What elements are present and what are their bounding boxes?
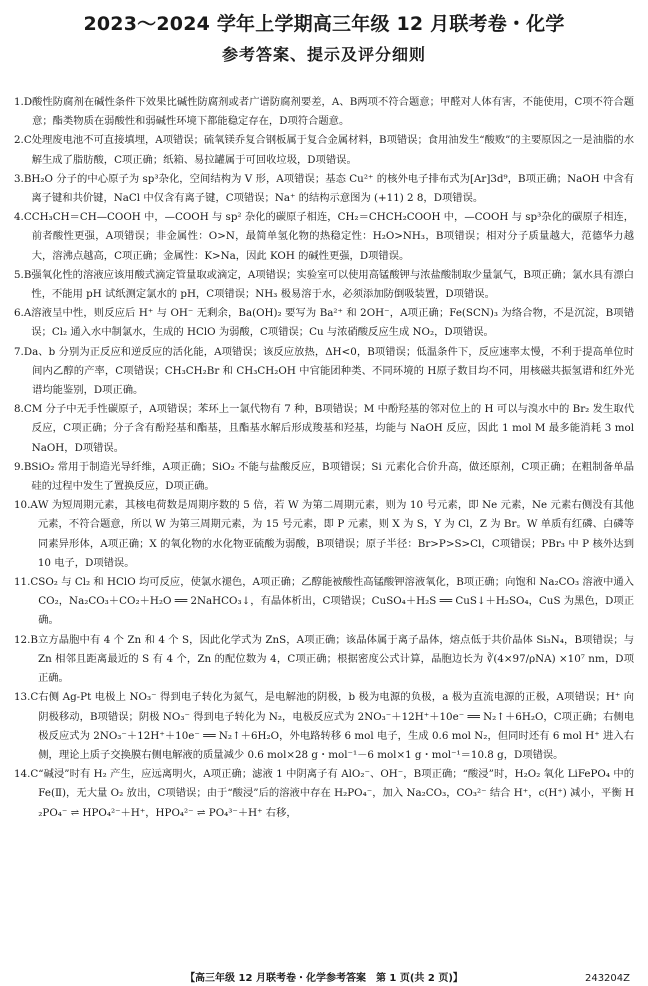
answer-explanation: W 为短周期元素，其核电荷数是周期序数的 5 倍，若 W 为第二周期元素，则为 10 号元素，即 Ne 元素，Ne 元素右侧没有其他元素，不符合题意，所以 W 为第三周期元素，为 15 号元素，即 P 元素，则 X 为 S，Y 为 Cl，Z 为 Br。W 单质有红磷、白磷等同素异形体，A项正确；X 的氧化物的水化物亚硫酸为弱酸，B项错误；原子半径：Br>P>S>Cl，C项错误；PBr₃ 中 P 核外达到 10 电子，D项错误。 <box>37 499 634 569</box>
footer-exam-code: 243204Z <box>584 973 630 984</box>
answer-item-6 <box>14 304 634 342</box>
answer-list <box>14 93 634 823</box>
answer-key-page <box>0 13 648 982</box>
page-title: 2023～2024 学年上学期高三年级 12 月联考卷・化学 <box>83 13 565 35</box>
answer-explanation: CH₃CH＝CH—COOH 中，—COOH 与 sp² 杂化的碳原子相连，CH₂＝CHCH₂COOH 中，—COOH 与 sp³杂化的碳原子相连，前者酸性更强，A项错误；非金属性：O>N，最简单氢化物的热稳定性：H₂O>NH₃，B项错误；相对分子质量越大，范德华力越大，溶沸点越高，C项正确；金属性：K>Na，因此 KOH 的碱性更强，D项错误。 <box>31 211 634 262</box>
answer-explanation: SiO₂ 常用于制造光导纤维，A项正确；SiO₂ 不能与盐酸反应，B项错误；Si 元素化合价升高，做还原剂，C项正确；在粗制备单晶硅的过程中发生了置换反应，D项正确。 <box>31 460 634 493</box>
answer-item-4 <box>14 208 634 266</box>
answer-explanation: 处理废电池不可直接填埋，A项错误；硫氧镁乔复合钢板属于复合金属材料，B项错误；食用油发生“酸败”的主要原因之一是油脂的水解生成了脂肪酸，C项正确；纸箱、易拉罐属于可回收垃圾，D项错误。 <box>31 134 634 166</box>
answer-explanation: 酸性防腐剂在碱性条件下效果比碱性防腐剂或者广谱防腐剂要差，A、B两项不符合题意；甲醛对人体有害，不能使用，C项不符合题意；酯类物质在弱酸性和弱碱性环境下都能稳定存在，D项符合题意。 <box>32 96 634 128</box>
answer-number: 14.C <box>14 768 39 781</box>
answer-item-2 <box>14 131 634 169</box>
answer-explanation: 右侧 Ag-Pt 电极上 NO₃⁻ 得到电子转化为氮气，是电解池的阴极，b 极为电源的负极，a 极为直流电源的正极，A项错误；H⁺ 向阴极移动，B项错误；阴极 NO₃⁻ 得到电子转化为 N₂，电极反应式为 2NO₃⁻＋12H⁺＋10e⁻ ══ N₂↑＋6H₂O，C项正确；右侧电极反应式为 2NO₃⁻＋12H⁺＋10e⁻ ══ N₂↑＋6H₂O，外电路转移 6 mol 电子，生成 0.6 mol N₂，但同时还有 6 mol H⁺ 进入右侧，理论上质子交换膜右侧电解液的质量减少 0.6 mol×28 g・mol⁻¹－6 mol×1 g・mol⁻¹＝10.8 g，D项错误。 <box>38 691 634 761</box>
answer-number: 2.C <box>14 134 32 147</box>
answer-number: 8.C <box>14 403 32 416</box>
answer-explanation: M 分子中无手性碳原子，A项错误；苯环上一氯代物有 7 种，B项错误；M 中酚羟基的邻对位上的 H 可以与溴水中的 Br₂ 发生取代反应，C项正确；分子含有酚羟基和酯基，且酯基水解后形成羧基和羟基，均能与 NaOH 反应，因此 1 mol M 最多能消耗 3 mol NaOH，D项错误。 <box>31 403 634 454</box>
answer-explanation: 溶液呈中性，则反应后 H⁺ 与 OH⁻ 无剩余，Ba(OH)₂ 要写为 Ba²⁺ 和 2OH⁻，A项正确；Fe(SCN)₃ 为络合物，不是沉淀，B项错误；Cl₂ 通入水中制氯水，生成的 HClO 为弱酸，C项错误；Cu 与浓硝酸反应生成 NO₂，D项错误。 <box>31 307 634 339</box>
answer-number: 12.B <box>14 633 38 646</box>
answer-item-11 <box>14 573 634 631</box>
answer-number: 4.C <box>14 211 32 224</box>
answer-explanation: SO₂ 与 Cl₂ 和 HClO 均可反应，使氯水褪色，A项正确；乙醇能被酸性高锰酸钾溶液氧化，B项正确；向饱和 Na₂CO₃ 溶液中通入 CO₂，Na₂CO₃＋CO₂＋H₂O ══ 2NaHCO₃↓，有晶体析出，C项错误；CuSO₄＋H₂S ══ CuS↓＋H₂SO₄，CuS 为黑色，D项正确。 <box>38 576 634 627</box>
answer-number: 6.A <box>14 307 32 320</box>
answer-number: 11.C <box>14 576 39 589</box>
answer-explanation: a、b 分别为正反应和逆反应的活化能，A项错误；该反应放热，ΔH<0，B项错误；低温条件下，反应速率太慢，不利于提高单位时间内乙醇的产率，C项错误；CH₃CH₂Br 和 CH₃CH₂OH 中官能团种类、不同环境的 H原子数目均不同，用核磁共振氢谱和红外光谱均能鉴别，D项正确。 <box>32 345 634 397</box>
answer-item-7 <box>14 343 634 401</box>
answer-item-1 <box>14 93 634 131</box>
answer-item-13 <box>14 688 634 765</box>
answer-number: 5.B <box>14 268 32 281</box>
answer-item-3 <box>14 170 634 208</box>
answer-number: 10.A <box>14 499 38 512</box>
answer-item-9 <box>14 458 634 496</box>
footer-page-info: 【高三年级 12 月联考卷・化学参考答案 第 1 页(共 2 页)】 <box>185 973 463 984</box>
answer-item-14 <box>14 765 634 823</box>
answer-number: 1.D <box>14 96 33 108</box>
answer-item-10 <box>14 496 634 573</box>
answer-number: 9.B <box>14 460 32 473</box>
answer-explanation: 强氧化性的溶液应该用酸式滴定管量取或滴定，A项错误；实验室可以使用高锰酸钾与浓盐酸制取少量氯气，B项正确；氯水具有漂白性，不能用 pH 试纸测定氯水的 pH，C项错误；NH₃ 极易溶于水，必须添加防倒吸装置，D项错误。 <box>31 268 634 301</box>
answer-item-8 <box>14 400 634 458</box>
answer-explanation: 立方晶胞中有 4 个 Zn 和 4 个 S，因此化学式为 ZnS，A项正确；该晶体属于离子晶体，熔点低于共价晶体 Si₃N₄，B项错误；与 Zn 相邻且距离最近的 S 有 4 个，Zn 的配位数为 4，C项正确；根据密度公式计算，晶胞边长为 ∛(4×97/ρNA) ×10⁷ nm，D项正确。 <box>37 633 634 685</box>
answer-explanation: “碱浸”时有 H₂ 产生，应远离明火，A项正确；滤液 1 中阴离子有 AlO₂⁻、OH⁻，B项正确；“酸浸”时，H₂O₂ 氧化 LiFePO₄ 中的 Fe(Ⅱ)，无大量 O₂ 放出，C项错误；由于“酸浸”后的溶液中存在 H₂PO₄⁻，加入 Na₂CO₃，CO₃²⁻ 结合 H⁺，c(H⁺) 减小，平衡 H₂PO₄⁻ ⇌ HPO₄²⁻＋H⁺，HPO₄²⁻ ⇌ PO₄³⁻＋H⁺ 右移， <box>38 768 634 819</box>
answer-explanation: H₂O 分子的中心原子为 sp³杂化，空间结构为 V 形，A项错误；基态 Cu²⁺ 的核外电子排布式为[Ar]3d⁹，B项正确；NaOH 中含有离子键和共价键，NaCl 中仅含有离子键，C项错误；Na⁺ 的结构示意图为 (+11) 2 8，D项错误。 <box>31 172 634 205</box>
answer-item-12 <box>14 631 634 689</box>
answer-number: 7.D <box>14 345 33 358</box>
answer-number: 3.B <box>14 172 32 185</box>
page-subtitle: 参考答案、提示及评分细则 <box>221 45 426 64</box>
answer-item-5 <box>14 266 634 304</box>
answer-number: 13.C <box>14 691 39 704</box>
